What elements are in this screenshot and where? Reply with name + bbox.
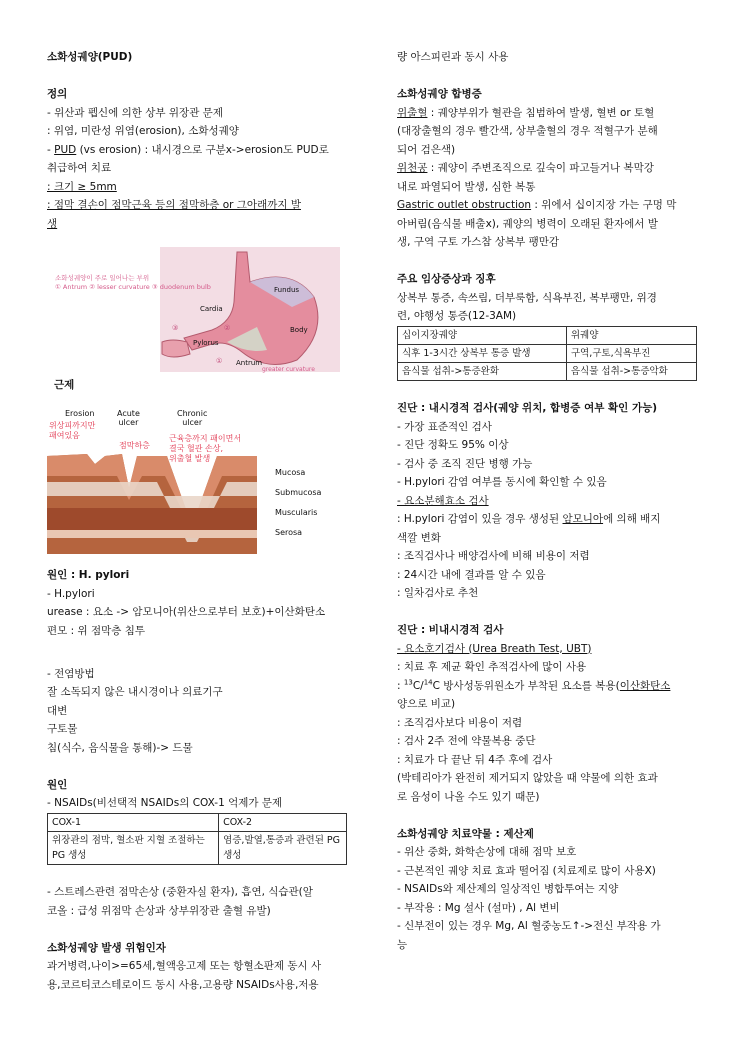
cause-line: 편모 : 위 점막층 침투 bbox=[47, 624, 146, 637]
label-greater-curvature: greater curvature bbox=[262, 366, 315, 373]
stomach-illustration bbox=[52, 242, 342, 374]
marker-2: ② bbox=[224, 324, 231, 332]
treatment-heading: 소화성궤양 치료약물 : 제산제 bbox=[397, 827, 534, 840]
symptoms-heading: 주요 임상증상과 징후 bbox=[397, 273, 496, 285]
risk-continued: 량 아스피린과 동시 사용 bbox=[397, 51, 509, 63]
figure2-label: 근제 bbox=[54, 379, 75, 391]
note-acute: 점막하층 bbox=[119, 441, 150, 450]
depth-criterion: : 점막 결손이 점막근육 등의 점막하층 or 그아래까지 발 bbox=[47, 199, 301, 211]
size-criterion: : 크기 ≥ 5mm bbox=[47, 180, 117, 193]
spread-line: 침(식수, 음식물을 통해)-> 드물 bbox=[47, 741, 193, 754]
cause-more-line: - 스트레스관련 점막손상 (중환자실 환자), 흡연, 식습관(알 bbox=[47, 886, 313, 898]
marker-1: ① bbox=[216, 357, 223, 365]
pud-term: PUD bbox=[54, 143, 77, 156]
table-row: 십이지장궤양 위궤양 bbox=[398, 326, 697, 344]
stomach-figure bbox=[52, 242, 342, 374]
table-row: 음식물 섭취->통증완화 음식물 섭취->통증악화 bbox=[398, 362, 697, 380]
label-mucosa: Mucosa bbox=[275, 468, 306, 477]
label-body: Body bbox=[290, 326, 308, 334]
diagnosis-nonendoscopic-heading: 진단 : 비내시경적 검사 bbox=[397, 624, 504, 636]
label-antrum: Antrum bbox=[236, 359, 263, 367]
ulcer-layers-figure bbox=[47, 404, 347, 554]
risk-heading: 소화성궤양 발생 위험인자 bbox=[47, 941, 166, 954]
stomach-note-2: ① Antrum ② lesser curvature ③ duodenum bulb bbox=[55, 283, 211, 291]
table-row: 식후 1-3시간 상복부 통증 발생 구역,구토,식욕부진 bbox=[398, 344, 697, 362]
doc-title: 소화성궤양(PUD) bbox=[47, 51, 133, 63]
right-column: 량 아스피린과 동시 사용 소화성궤양 합병증 위출혈 : 궤양부위가 혈관을 침범하여 발생, 혈변 or 토혈 (대장출혈의 경우 빨간색, 상부출혈의 경우 적혈구가 분해 되어 검은색) 위천공 : 궤양이 주변조직으로 깊숙이 파고들거나 복막강 내로 파열되어 발생, 심한 복통 Gastric outlet obstruction : 위에서 십이지장 가는 구멍 막 아버림(음식물 배출x), 궤양의 병력이 오래된 환자에서 발 생, 구역 구토 가스참 상복부 팽만감 주요 임상증상과 징후 상복부 통증, 속쓰림, 더부룩함, 식욕부진, 복부팽만, 위경 련, 야행성 통증(12-3AM) 십이지장궤양 위궤양 식후 1-3시간 상복부 통증 발생 구역,구토,식욕부진 음식물 섭취->통증완화 음식물 섭취->통증악화 진단 : 내시경적 검사(궤양 위치, 합병증 여부 확인 가능) - 가장 표준적인 검사 - 진단 정확도 95% 이상 - 검사 중 조직 진단 병행 가능 - H.pylori 감염 여부를 동시에 확인할 수 있음 - 요소분해효소 검사 : H.pylori 감염이 있을 경우 생성된 암모니아에 의해 배지 색깔 변화 : 조직검사나 배양검사에 비해 비용이 저렴 : 24시간 내에 결과를 알 수 있음 : 일차검사로 추천 진단 : 비내시경적 검사 - 요소호기검사 (Urea Breath Test, UBT) : 치료 후 제균 확인 추적검사에 많이 사용 : $^{13}$C/$^{14}$C 방사성동위원소가 부착된 요소를 복용(이산화탄소 양으로 비교) : 조직검사보다 비용이 저렴 : 검사 2주 전에 약물복용 중단 : 치료가 다 끝난 뒤 4주 후에 검사 (박테리아가 완전히 제거되지 않았을 때 약물에 의한 효과 로 음성이 나올 수도 있기 때문) 소화성궤양 치료약물 : 제산제 - 위산 중화, 화학손상에 대해 점막 보호 - 근본적인 궤양 치료 효과 떨어짐 (치료제로 많이 사용X) - NSAIDs와 제산제의 일상적인 병합투여는 지양 - 부작용 : Mg 설사 (설마) , Al 변비 - 신부전이 있는 경우 Mg, Al 혈중농도↑->전신 부작용 가 능 bbox=[397, 48, 697, 954]
def-line: 생 bbox=[47, 217, 58, 230]
table-row: COX-1 COX-2 bbox=[48, 813, 347, 831]
note-erosion: 위상피까지만 패여있음 bbox=[49, 421, 96, 440]
left-lower bbox=[47, 566, 347, 994]
label-serosa: Serosa bbox=[275, 528, 303, 537]
def-line: - PUD (vs erosion) : 내시경으로 구분x->erosion도 PUD로 bbox=[47, 143, 329, 156]
co2-term: 이산화탄소 bbox=[619, 679, 671, 692]
def-line bbox=[47, 196, 347, 215]
cause-nsaids-line: - NSAIDs(비선택적 NSAIDs의 COX-1 억제가 문제 bbox=[47, 797, 283, 809]
spread-line: 대변 bbox=[47, 704, 68, 717]
spread-line: - 전염방법 bbox=[47, 667, 95, 680]
cause-more-line: 코올 : 급성 위점막 손상과 상부위장관 출혈 유발) bbox=[47, 904, 271, 917]
ubt-term: - 요소호기검사 (Urea Breath Test, UBT) bbox=[397, 642, 592, 655]
table-row: 위장관의 점막, 혈소판 지혈 조절하는 PG 생성 염증,발열,통증과 관련된 PG 생성 bbox=[48, 831, 347, 864]
label-chronic-ulcer: Chronic ulcer bbox=[177, 409, 208, 427]
definition-heading: 정의 bbox=[47, 88, 68, 100]
cause-nsaids-heading: 원인 bbox=[47, 778, 68, 791]
risk-line: 용,코르티코스테로이드 동시 사용,고용량 NSAIDs사용,저용 bbox=[47, 978, 319, 991]
label-pylorus: Pylorus bbox=[193, 339, 219, 347]
def-line: : 위염, 미란성 위염(erosion), 소화성궤양 bbox=[47, 125, 239, 137]
urease-test-term: - 요소분해효소 검사 bbox=[397, 494, 489, 507]
label-acute-ulcer: Acute ulcer bbox=[117, 409, 140, 427]
def-line-rest: (vs erosion) : 내시경으로 구분x->erosion도 PUD로 bbox=[76, 143, 329, 156]
label-muscularis: Muscularis bbox=[275, 508, 318, 517]
cause-hpylori-heading: 원인 : H. pylori bbox=[47, 569, 130, 581]
label-fundus: Fundus bbox=[274, 286, 300, 294]
ulcer-compare-table bbox=[397, 326, 697, 381]
ammonia-term: 암모니아 bbox=[562, 513, 604, 525]
spread-line: 구토물 bbox=[47, 723, 78, 735]
label-cardia: Cardia bbox=[200, 305, 223, 313]
label-erosion: Erosion bbox=[65, 409, 95, 418]
def-line bbox=[47, 178, 347, 197]
diagnosis-endoscopic-heading: 진단 : 내시경적 검사(궤양 위치, 합병증 여부 확인 가능) bbox=[397, 402, 658, 414]
def-line: - 위산과 펩신에 의한 상부 위장관 문제 bbox=[47, 106, 223, 119]
label-submucosa: Submucosa bbox=[275, 488, 322, 497]
def-line: 취급하여 치료 bbox=[47, 162, 112, 174]
isotope-line: : $^{13}$C/$^{14}$C 방사성동위원소가 부착된 요소를 복용(이산화탄소 bbox=[397, 678, 671, 692]
cox-table bbox=[47, 813, 347, 865]
cause-line: urease : 요소 -> 암모니아(위산으로부터 보호)+이산화탄소 bbox=[47, 606, 326, 618]
marker-3: ③ bbox=[172, 324, 179, 332]
risk-line: 과거병력,나이>=65세,혈액응고제 또는 항혈소판제 동시 사 bbox=[47, 960, 322, 972]
obstruction-term: Gastric outlet obstruction bbox=[397, 199, 532, 211]
stomach-note-1: 소화성궤양이 주로 일어나는 부위 bbox=[55, 274, 150, 282]
complications-heading: 소화성궤양 합병증 bbox=[397, 88, 482, 100]
left-column bbox=[47, 48, 347, 233]
spread-line: 잘 소독되지 않은 내시경이나 의료기구 bbox=[47, 686, 223, 698]
cause-line: - H.pylori bbox=[47, 587, 95, 600]
perforation-term: 위천공 bbox=[397, 162, 428, 174]
note-chronic: 근육층까지 패이면서 결국 혈관 손상, 위출혈 발생 bbox=[169, 434, 242, 463]
bleeding-term: 위출혈 bbox=[397, 106, 428, 119]
